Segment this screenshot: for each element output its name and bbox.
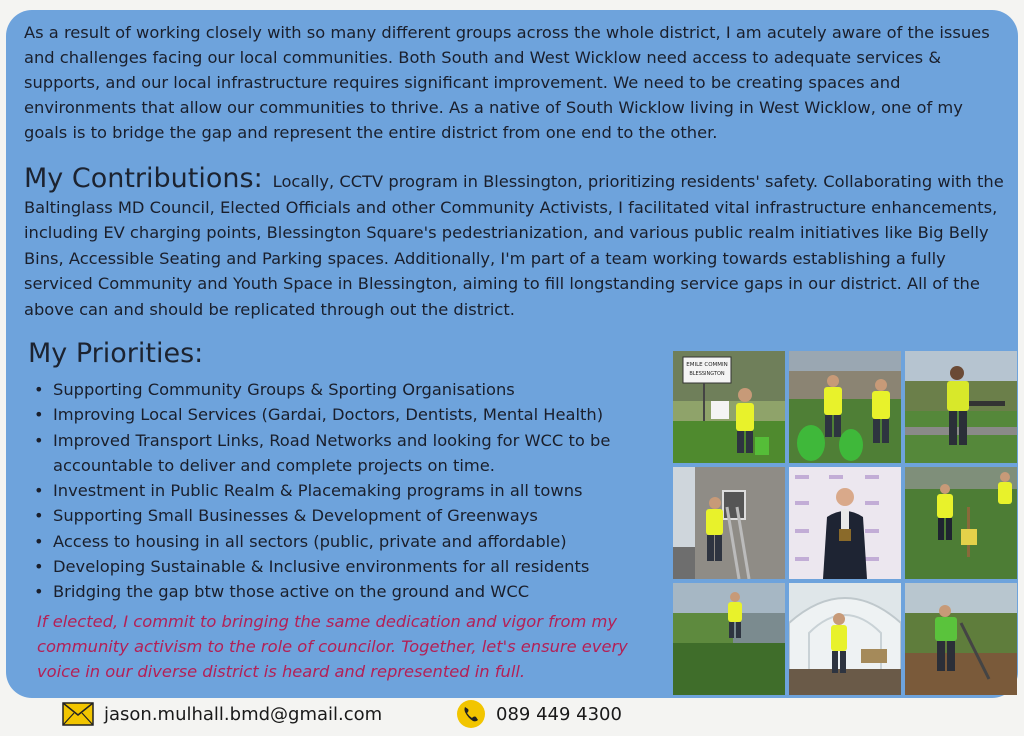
commitment-statement: If elected, I commit to bringing the same dedication and vigor from my community activism to the role of councilor. Together, let's ensure every voice in our diverse district is heard and represented in full. bbox=[37, 612, 628, 681]
photo-digging-soil bbox=[905, 583, 1017, 695]
list-item: • Bridging the gap btw those active on the ground and WCC bbox=[34, 582, 530, 602]
sign-line-2: BLESSINGTON bbox=[689, 371, 725, 377]
photo-ladder-wall bbox=[673, 467, 785, 579]
photo-award-backdrop bbox=[789, 467, 901, 579]
phone-icon bbox=[456, 699, 486, 729]
contact-phone[interactable] bbox=[456, 699, 622, 729]
contributions-heading: My Contributions: bbox=[24, 163, 263, 194]
photo-planting-trees bbox=[905, 467, 1017, 579]
photo-polytunnel bbox=[789, 583, 901, 695]
photo-collage bbox=[673, 351, 1017, 693]
sign-line-1: EMILE COMMIN bbox=[686, 362, 728, 368]
list-item: • Investment in Public Realm & Placemaking programs in all towns bbox=[34, 481, 583, 501]
contributions-text: Locally, CCTV program in Blessington, prioritizing residents' safety. Collaborating with the Baltinglass MD Council, Elected Officials and other Community Activists, I facilitated vital infrastructure enhancements, including EV charging points, Blessington Square's pedestrianization, and various public realm initiatives like Big Belly Bins, Accessible Seating and Parking spaces. Additionally, I'm part of a team working towards establishing a fully serviced Community and Youth Space in Blessington, aiming to fill longstanding service gaps in our district. All of the above can and should be replicated through out the district. bbox=[24, 172, 1004, 319]
priorities-list bbox=[24, 377, 664, 605]
photo-litter-bags bbox=[789, 351, 901, 463]
list-item: • Developing Sustainable & Inclusive environments for all residents bbox=[34, 557, 590, 577]
phone-number[interactable]: 089 449 4300 bbox=[496, 703, 622, 725]
email-address[interactable]: jason.mulhall.bmd@gmail.com bbox=[104, 703, 383, 725]
list-item: • Access to housing in all sectors (public, private and affordable) bbox=[34, 531, 567, 551]
list-item: • Improved Transport Links, Road Networks and looking for WCC to be accountable to deliver and complete projects on time. bbox=[34, 430, 611, 475]
contact-email[interactable] bbox=[62, 699, 382, 729]
envelope-icon bbox=[62, 702, 94, 726]
photo-riverside-path bbox=[673, 583, 785, 695]
list-item: • Improving Local Services (Gardai, Doctors, Dentists, Mental Health) bbox=[34, 405, 604, 425]
intro-paragraph: As a result of working closely with so many different groups across the whole district, I am acutely aware of the issues and challenges facing our local communities. Both South and West Wicklow need access to adequate services & supports, and our local infrastructure requires significant improvement. We need to be creating spaces and environments that allow our communities to thrive. As a native of South Wicklow living in West Wicklow, one of my goals is to bridge the gap and represent the entire district from one end to the other. bbox=[24, 23, 990, 142]
list-item: • Supporting Community Groups & Sporting Organisations bbox=[34, 380, 515, 399]
photo-hedge-trimming bbox=[905, 351, 1017, 463]
photo-sign-litter-pick bbox=[673, 351, 785, 463]
list-item: • Supporting Small Businesses & Development of Greenways bbox=[34, 506, 538, 526]
contributions-paragraph bbox=[24, 163, 1009, 322]
priorities-heading: My Priorities: bbox=[28, 338, 204, 369]
